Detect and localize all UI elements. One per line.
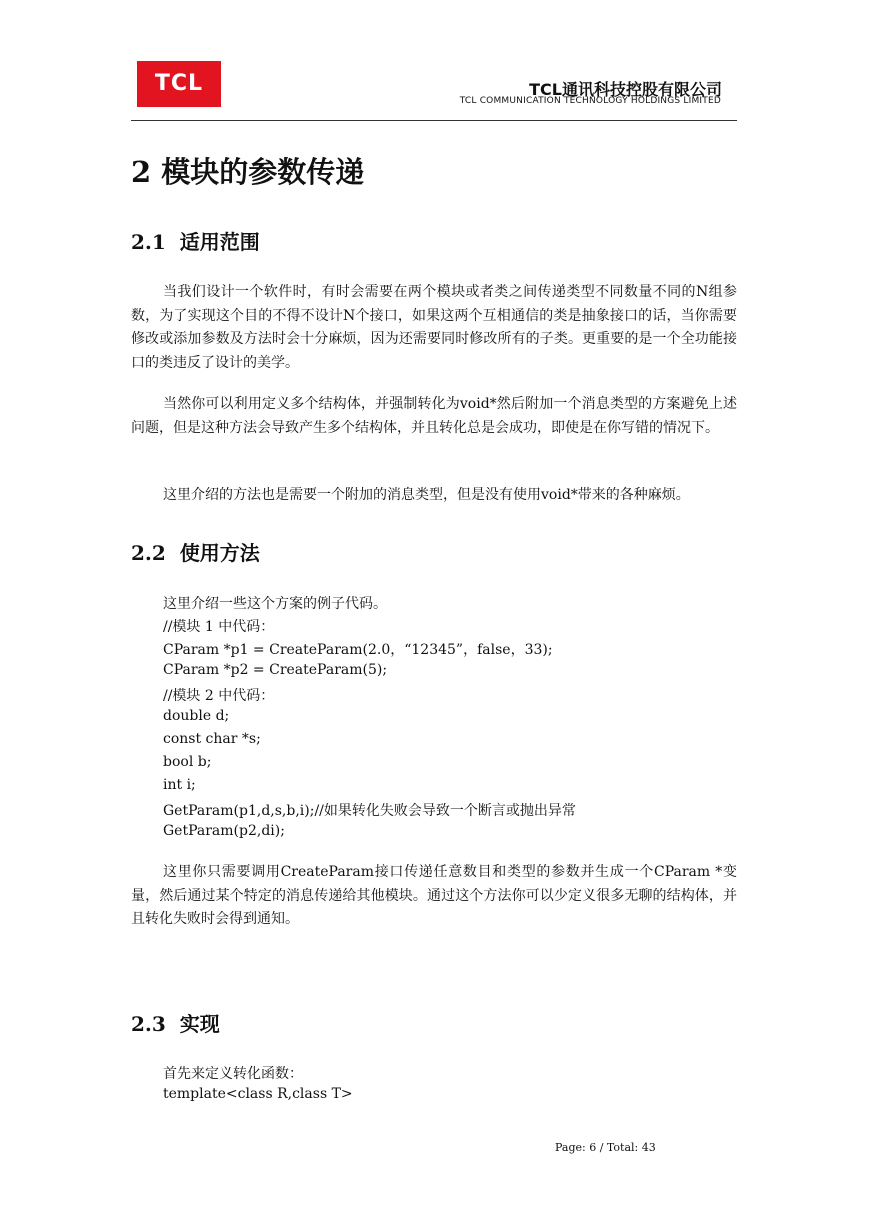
code-line: //模块 2 中代码： [163, 688, 275, 704]
company-name-en: TCL COMMUNICATION TECHNOLOGY HOLDINGS LIMITED [459, 96, 721, 106]
code-line: CParam *p1 = CreateParam(2.0，“12345”，false，33); [163, 642, 553, 658]
section-number: 2.1 [131, 230, 166, 254]
code-line: template<class R,class T> [163, 1086, 353, 1102]
paragraph: 这里你只需要调用CreateParam接口传递任意数目和类型的参数并生成一个CParam *变量，然后通过某个特定的消息传递给其他模块。通过这个方法你可以少定义很多无聊的结构体，并且转化失败时会得到通知。 [131, 864, 737, 927]
chapter-title: 2 模块的参数传递 [131, 155, 365, 189]
section-title: 使用方法 [179, 541, 260, 565]
code-line: GetParam(p1,d,s,b,i);//如果转化失败会导致一个断言或抛出异常 [163, 803, 576, 819]
paragraph: 这里介绍的方法也是需要一个附加的消息类型，但是没有使用void*带来的各种麻烦。 [163, 487, 690, 503]
code-line: GetParam(p2,di); [163, 823, 285, 839]
page-footer: Page: 6 / Total: 43 [555, 1141, 656, 1154]
section-heading-2-3 [131, 1008, 220, 1037]
code-line: CParam *p2 = CreateParam(5); [163, 662, 388, 678]
logo-text: TCL [154, 71, 204, 96]
section-heading-2-2 [131, 537, 260, 566]
section-title: 适用范围 [179, 230, 260, 254]
code-line: bool b; [163, 754, 212, 770]
code-line: //模块 1 中代码： [163, 619, 275, 635]
page-header [0, 0, 869, 125]
code-line: const char *s; [163, 731, 261, 747]
section-number: 2.3 [131, 1012, 166, 1036]
code-line: 这里介绍一些这个方案的例子代码。 [163, 596, 387, 612]
code-line: 首先来定义转化函数： [163, 1066, 303, 1082]
code-line: int i; [163, 777, 196, 793]
code-line: double d; [163, 708, 230, 724]
paragraph: 当然你可以利用定义多个结构体，并强制转化为void*然后附加一个消息类型的方案避免上述问题，但是这种方法会导致产生多个结构体，并且转化总是会成功，即使是在你写错的情况下。 [131, 396, 737, 436]
company-name-cn: TCL通讯科技控股有限公司 [529, 80, 722, 99]
paragraph: 当我们设计一个软件时，有时会需要在两个模块或者类之间传递类型不同数量不同的N组参数，为了实现这个目的不得不设计N个接口，如果这两个互相通信的类是抽象接口的话，当你需要修改或添加参数及方法时会十分麻烦，因为还需要同时修改所有的子类。更重要的是一个全功能接口的类违反了设计的美学。 [131, 284, 737, 371]
section-heading-2-1 [131, 226, 260, 255]
tcl-logo [137, 61, 221, 107]
header-divider [131, 120, 737, 121]
section-title: 实现 [179, 1012, 220, 1036]
section-number: 2.2 [131, 541, 166, 565]
